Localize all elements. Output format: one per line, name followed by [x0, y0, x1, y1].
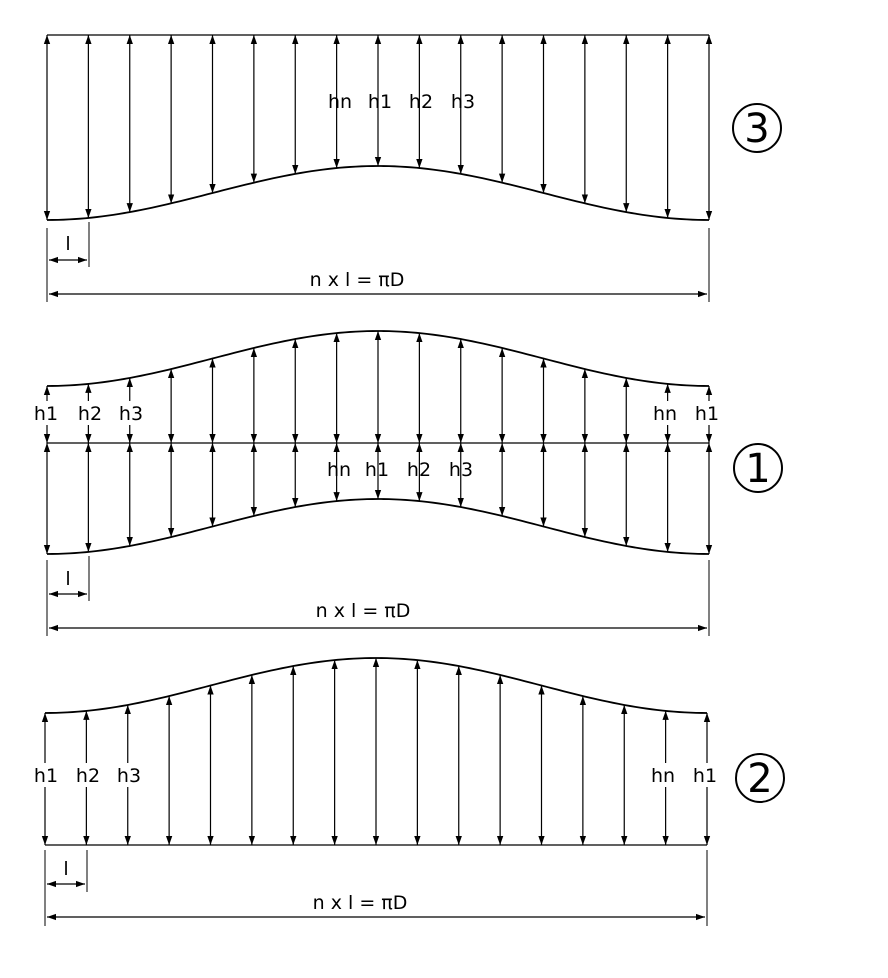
- panel-1-top-label-h2: h2: [77, 403, 103, 425]
- panel-2-label-h1-left: h1: [33, 765, 59, 787]
- panel-2-label-h2: h2: [75, 765, 101, 787]
- panel-1-top-label-h1-right: h1: [694, 403, 720, 425]
- panel-1-bottom-label-h3: h3: [448, 459, 474, 481]
- panel-1-bottom-label-h1: h1: [364, 459, 390, 481]
- panel-1: [32, 331, 782, 636]
- panel-2-total-label: n x l = πD: [312, 892, 408, 914]
- panel-2: [31, 658, 784, 926]
- panel-1-top-label-h1-left: h1: [33, 403, 59, 425]
- panel-2-label-h3: h3: [116, 765, 142, 787]
- panel-3: [47, 35, 781, 302]
- panel-3-label-h3: h3: [450, 91, 476, 113]
- panel-3-total-label: n x l = πD: [309, 269, 405, 291]
- panel-3-pitch-label: l: [65, 233, 71, 255]
- panel-3-label-h2: h2: [408, 91, 434, 113]
- panel-3-height-lines: [47, 35, 709, 220]
- panel-2-number: 2: [747, 756, 773, 802]
- panel-2-label-hn: hn: [650, 765, 676, 787]
- panel-3-curve: [47, 166, 709, 220]
- panel-1-top-label-hn: hn: [652, 403, 678, 425]
- panel-1-pitch-label: l: [65, 568, 71, 590]
- panel-3-label-hn: hn: [327, 91, 353, 113]
- panel-2-pitch-label: l: [63, 858, 69, 880]
- panel-1-bottom-label-hn: hn: [326, 459, 352, 481]
- panel-1-upper-height-lines: [47, 331, 709, 443]
- panel-1-bottom-label-h2: h2: [406, 459, 432, 481]
- panel-2-label-h1-right: h1: [692, 765, 718, 787]
- panel-3-number: 3: [744, 106, 770, 152]
- panel-1-total-label: n x l = πD: [315, 600, 411, 622]
- panel-1-top-label-h3: h3: [118, 403, 144, 425]
- panel-1-number: 1: [745, 446, 771, 492]
- panel-3-label-h1: h1: [367, 91, 393, 113]
- panel-1-bottom-curve: [47, 499, 709, 554]
- panel-2-height-lines: [45, 658, 707, 845]
